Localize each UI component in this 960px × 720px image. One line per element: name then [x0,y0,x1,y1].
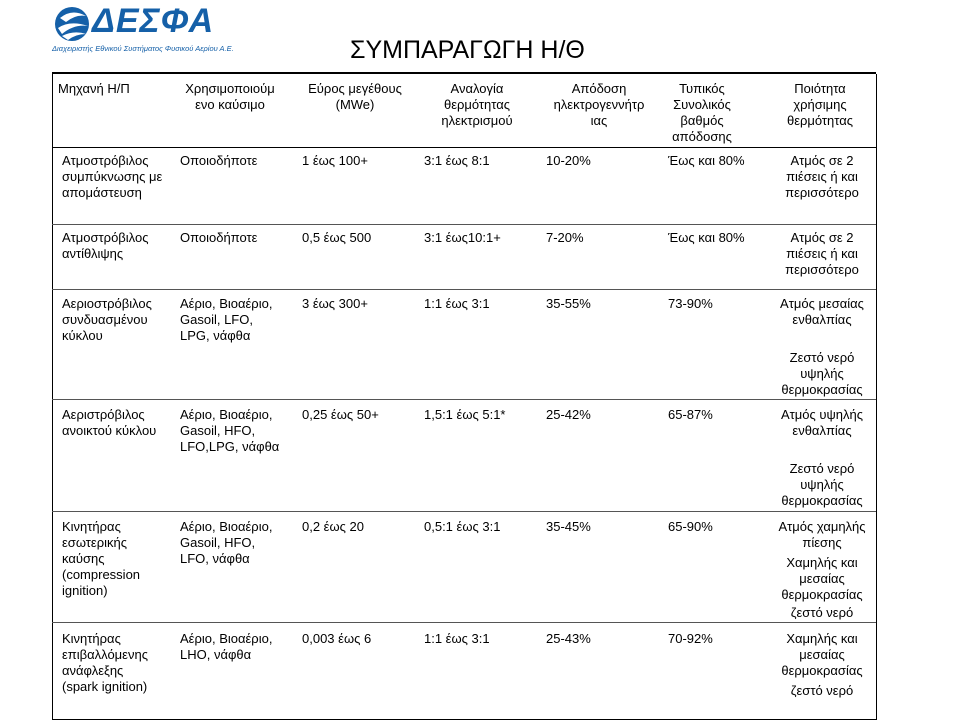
globe-logo-icon [52,4,96,44]
header-fuel: Χρησιμοποιούμ ενο καύσιμο [185,81,275,112]
row3-engine: Αεριοστρόβιλος συνδυασμένου κύκλου [62,296,152,343]
row4-efficiency: 25-42% [546,407,591,422]
row6-fuel: Αέριο, Βιοαέριο, LHO, νάφθα [180,631,273,662]
row3-quality: Ατμός μεσαίας ενθαλπίας [780,296,864,327]
header-total-efficiency: Τυπικός Συνολικός βαθμός απόδοσης [672,81,732,144]
row4-engine: Αεριστρόβιλος ανοικτού κύκλου [62,407,157,438]
row1-efficiency: 10-20% [546,153,591,168]
row1-engine: Ατμοστρόβιλος συμπύκνωσης με απομάστευση [62,153,163,200]
row3-efficiency: 35-55% [546,296,591,311]
row5-engine: Κινητήρας εσωτερικής καύσης (compression ignition) [62,519,141,598]
row5-fuel: Αέριο, Βιοαέριο, Gasoil, HFO, LFO, νάφθα [180,519,273,566]
row-divider [52,224,876,225]
row1-size: 1 έως 100+ [302,153,368,168]
row1-total: Έως και 80% [668,153,745,168]
row-divider [52,511,876,512]
row2-size: 0,5 έως 500 [302,230,372,245]
header-efficiency: Απόδοση ηλεκτρογεννήτρ ιας [553,81,645,128]
row2-engine: Ατμοστρόβιλος αντίθλιψης [62,230,149,261]
header-engine: Μηχανή Η/Π [58,81,130,96]
row6-total: 70-92% [668,631,713,646]
header-heat-quality: Ποιότητα χρήσιμης θερμότητας [786,81,854,128]
table-top-border [52,72,876,74]
row5-efficiency: 35-45% [546,519,591,534]
row4-fuel: Αέριο, Βιοαέριο, Gasoil, HFO, LFO,LPG, νάφθα [180,407,280,454]
row6-size: 0,003 έως 6 [302,631,372,646]
row6-ratio: 1:1 έως 3:1 [424,631,490,646]
row4-quality-secondary: Ζεστό νερό υψηλής θερμοκρασίας [781,461,863,508]
header-ratio: Αναλογία θερμότητας ηλεκτρισμού [441,81,513,128]
row6-engine: Κινητήρας επιβαλλόμενης ανάφλεξης (spark ignition) [62,631,148,694]
row2-fuel: Οποιοδήποτε [180,230,258,245]
row5-total: 65-90% [668,519,713,534]
row3-fuel: Αέριο, Βιοαέριο, Gasoil, LFO, LPG, νάφθα [180,296,273,343]
row5-size: 0,2 έως 20 [302,519,364,534]
row-divider [52,289,876,290]
row2-quality: Ατμός σε 2 πιέσεις ή και περισσότερο [785,230,859,277]
row6-efficiency: 25-43% [546,631,591,646]
row6-quality-secondary: ζεστό νερό [790,683,854,698]
header-divider [52,147,876,148]
row3-size: 3 έως 300+ [302,296,368,311]
row2-total: Έως και 80% [668,230,745,245]
desfa-logo [52,2,234,56]
logo-subtitle: Διαχειριστής Εθνικού Συστήματος Φυσικού Αερίου Α.Ε. [52,44,234,53]
row1-ratio: 3:1 έως 8:1 [424,153,490,168]
row4-size: 0,25 έως 50+ [302,407,379,422]
row2-ratio: 3:1 έως10:1+ [424,230,501,245]
row1-fuel: Οποιοδήποτε [180,153,258,168]
table-right-border [876,74,877,720]
row4-total: 65-87% [668,407,713,422]
row3-quality-secondary: Ζεστό νερό υψηλής θερμοκρασίας [781,350,863,397]
header-size: Εύρος μεγέθους (MWe) [308,81,402,112]
row5-quality: Ατμός χαμηλής πίεσης [778,519,866,550]
row3-total: 73-90% [668,296,713,311]
row-divider [52,622,876,623]
row2-efficiency: 7-20% [546,230,584,245]
row4-quality: Ατμός υψηλής ενθαλπίας [780,407,863,438]
row5-quality-secondary: Χαμηλής και μεσαίας θερμοκρασίας [781,555,863,602]
row4-ratio: 1,5:1 έως 5:1* [424,407,506,422]
logo-wordmark: ΔΕΣΦΑ [92,2,215,40]
table-left-border [52,74,53,720]
row5-quality-tertiary: ζεστό νερό [790,605,854,620]
row6-quality: Χαμηλής και μεσαίας θερμοκρασίας [781,631,863,678]
row3-ratio: 1:1 έως 3:1 [424,296,490,311]
row-divider [52,399,876,400]
row1-quality: Ατμός σε 2 πιέσεις ή και περισσότερο [785,153,859,200]
row5-ratio: 0,5:1 έως 3:1 [424,519,501,534]
page-title: ΣΥΜΠΑΡΑΓΩΓΗ Η/Θ [350,36,585,64]
